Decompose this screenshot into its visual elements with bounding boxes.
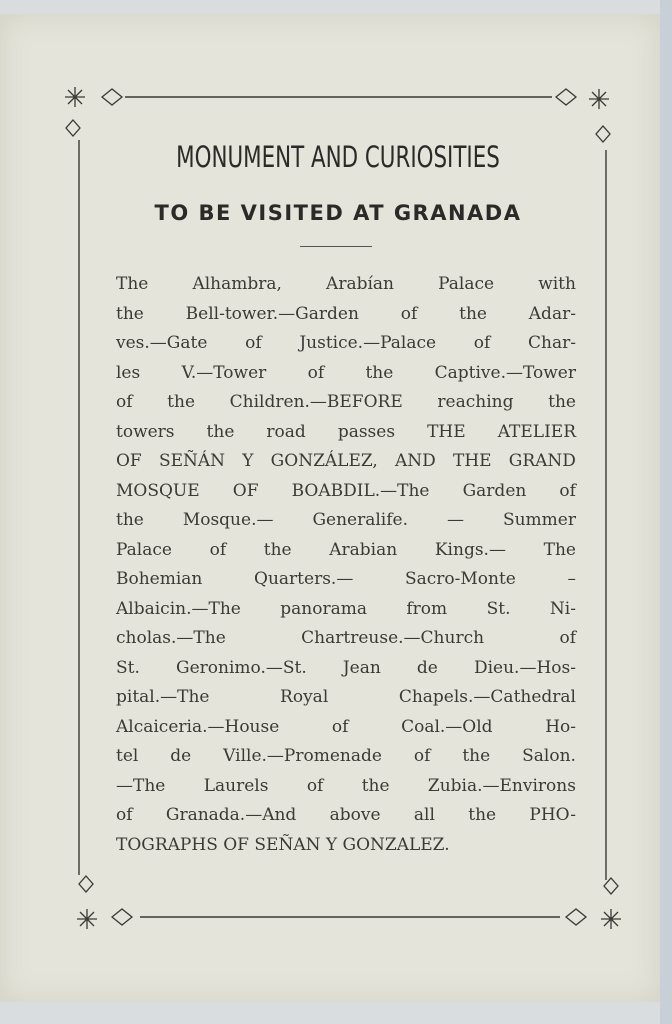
word: Granada.—And	[165, 805, 297, 825]
text-line	[116, 270, 576, 300]
body-paragraph	[116, 270, 576, 860]
text-line	[116, 506, 576, 536]
word: Royal	[280, 687, 329, 707]
text-line: TOGRAPHS OF SEÑAN Y GONZALEZ.	[116, 834, 450, 855]
word: of	[307, 362, 325, 383]
word: The	[116, 274, 149, 294]
word: road	[266, 421, 306, 442]
word: MOSQUE	[116, 480, 200, 501]
word: the	[361, 775, 390, 796]
text-line	[116, 801, 576, 831]
word: of	[473, 333, 491, 353]
word: Sacro-Monte	[404, 569, 516, 589]
text-line	[116, 388, 576, 418]
word: Alhambra,	[192, 274, 282, 294]
word: the	[263, 539, 292, 560]
text-line	[116, 624, 576, 654]
word: Arabian	[329, 539, 398, 560]
word: Chartreuse.—Church	[301, 628, 485, 648]
word: of	[559, 628, 576, 648]
word: Ville.—Promenade	[223, 746, 382, 766]
text-line	[116, 713, 576, 743]
word: Mosque.—	[182, 510, 274, 530]
word: Ho-	[545, 716, 576, 737]
word: The	[543, 539, 576, 560]
word: from	[406, 598, 448, 619]
word: towers	[116, 421, 175, 442]
word: Palace	[116, 539, 172, 560]
text-line	[116, 683, 576, 713]
text-line	[116, 329, 576, 359]
word: the	[468, 805, 497, 825]
word: of	[209, 539, 227, 560]
word: pital.—The	[116, 687, 210, 707]
word: of	[413, 746, 431, 766]
divider-rule	[300, 246, 372, 247]
word: of	[331, 716, 349, 737]
corner-ornament-top-left-icon	[65, 87, 122, 136]
word: les	[116, 362, 141, 383]
word: Generalife.	[312, 510, 408, 530]
word: AND	[394, 451, 436, 471]
text-line	[116, 772, 576, 802]
word: Summer	[502, 510, 576, 530]
word: St.	[116, 657, 140, 678]
word: Bohemian	[116, 569, 203, 589]
word: Arabían	[326, 274, 394, 294]
word: passes	[337, 421, 396, 442]
word: the	[459, 303, 487, 324]
word: tel	[116, 746, 139, 766]
word: Albaicin.—The	[116, 598, 241, 619]
word: Jean	[342, 657, 381, 678]
word: Laurels	[203, 775, 269, 796]
word: reaching	[437, 392, 514, 412]
word: Garden	[462, 480, 527, 501]
text-line	[116, 654, 576, 684]
word: THE	[452, 451, 492, 471]
word: ves.—Gate	[116, 333, 208, 353]
word: Adar-	[528, 303, 576, 324]
word: of	[116, 392, 133, 412]
word: SEÑÁN	[158, 451, 226, 471]
word: cholas.—The	[116, 628, 226, 648]
word: the	[548, 392, 576, 412]
word: PHO-	[529, 805, 576, 825]
text-line	[116, 742, 576, 772]
word: THE	[427, 421, 466, 442]
word: the	[116, 510, 144, 530]
corner-ornament-bottom-right-icon	[566, 878, 621, 929]
word: of	[306, 775, 324, 796]
word: with	[538, 274, 576, 294]
word: the	[116, 303, 144, 324]
word: above	[329, 805, 381, 825]
word: GRAND	[508, 451, 576, 471]
word: of	[245, 333, 262, 353]
word: Coal.—Old	[401, 716, 493, 737]
word: Justice.—Palace	[299, 333, 437, 353]
word: of	[400, 303, 418, 324]
word: Geronimo.—St.	[176, 657, 307, 678]
word: Zubia.—Environs	[427, 775, 576, 796]
word: panorama	[280, 598, 367, 619]
word: the	[365, 362, 394, 383]
page-subtitle: TO BE VISITED AT GRANADA	[154, 201, 522, 225]
word: de	[416, 657, 438, 678]
word: St.	[486, 598, 511, 619]
word: Children.—BEFORE	[229, 392, 403, 412]
text-line	[116, 418, 576, 448]
word: Quarters.—	[254, 569, 354, 589]
word: of	[116, 805, 133, 825]
word: —	[446, 510, 464, 530]
text-line	[116, 477, 576, 507]
word: the	[167, 392, 196, 412]
word: BOABDIL.—The	[291, 480, 430, 501]
corner-ornament-bottom-left-icon	[77, 876, 132, 929]
text-line	[116, 300, 576, 330]
word: Chapels.—Cathedral	[398, 687, 576, 707]
page-title: MONUMENT AND CURIOSITIES	[176, 140, 500, 174]
word: Captive.—Tower	[434, 362, 576, 383]
word: Y	[242, 451, 254, 471]
word: OF	[232, 480, 259, 501]
word: all	[413, 805, 435, 825]
word: Ni-	[549, 598, 576, 619]
word: –	[567, 569, 576, 589]
word: the	[206, 421, 235, 442]
word: of	[559, 480, 576, 501]
text-line	[116, 536, 576, 566]
word: ATELIER	[497, 421, 576, 442]
word: —The	[116, 775, 166, 796]
word: Salon.	[522, 746, 576, 766]
word: Palace	[438, 274, 495, 294]
word: OF	[116, 451, 142, 471]
word: de	[170, 746, 192, 766]
text-line	[116, 359, 576, 389]
word: Alcaiceria.—House	[116, 716, 280, 737]
word: V.—Tower	[181, 362, 267, 383]
word: Dieu.—Hos-	[473, 657, 576, 678]
word: Bell-tower.—Garden	[185, 303, 359, 324]
word: GONZÁLEZ,	[270, 451, 378, 471]
text-line	[116, 595, 576, 625]
text-line	[116, 447, 576, 477]
word: Kings.—	[434, 539, 506, 560]
corner-ornament-top-right-icon	[556, 89, 610, 142]
word: the	[462, 746, 491, 766]
word: Char-	[528, 333, 576, 353]
text-line	[116, 565, 576, 595]
